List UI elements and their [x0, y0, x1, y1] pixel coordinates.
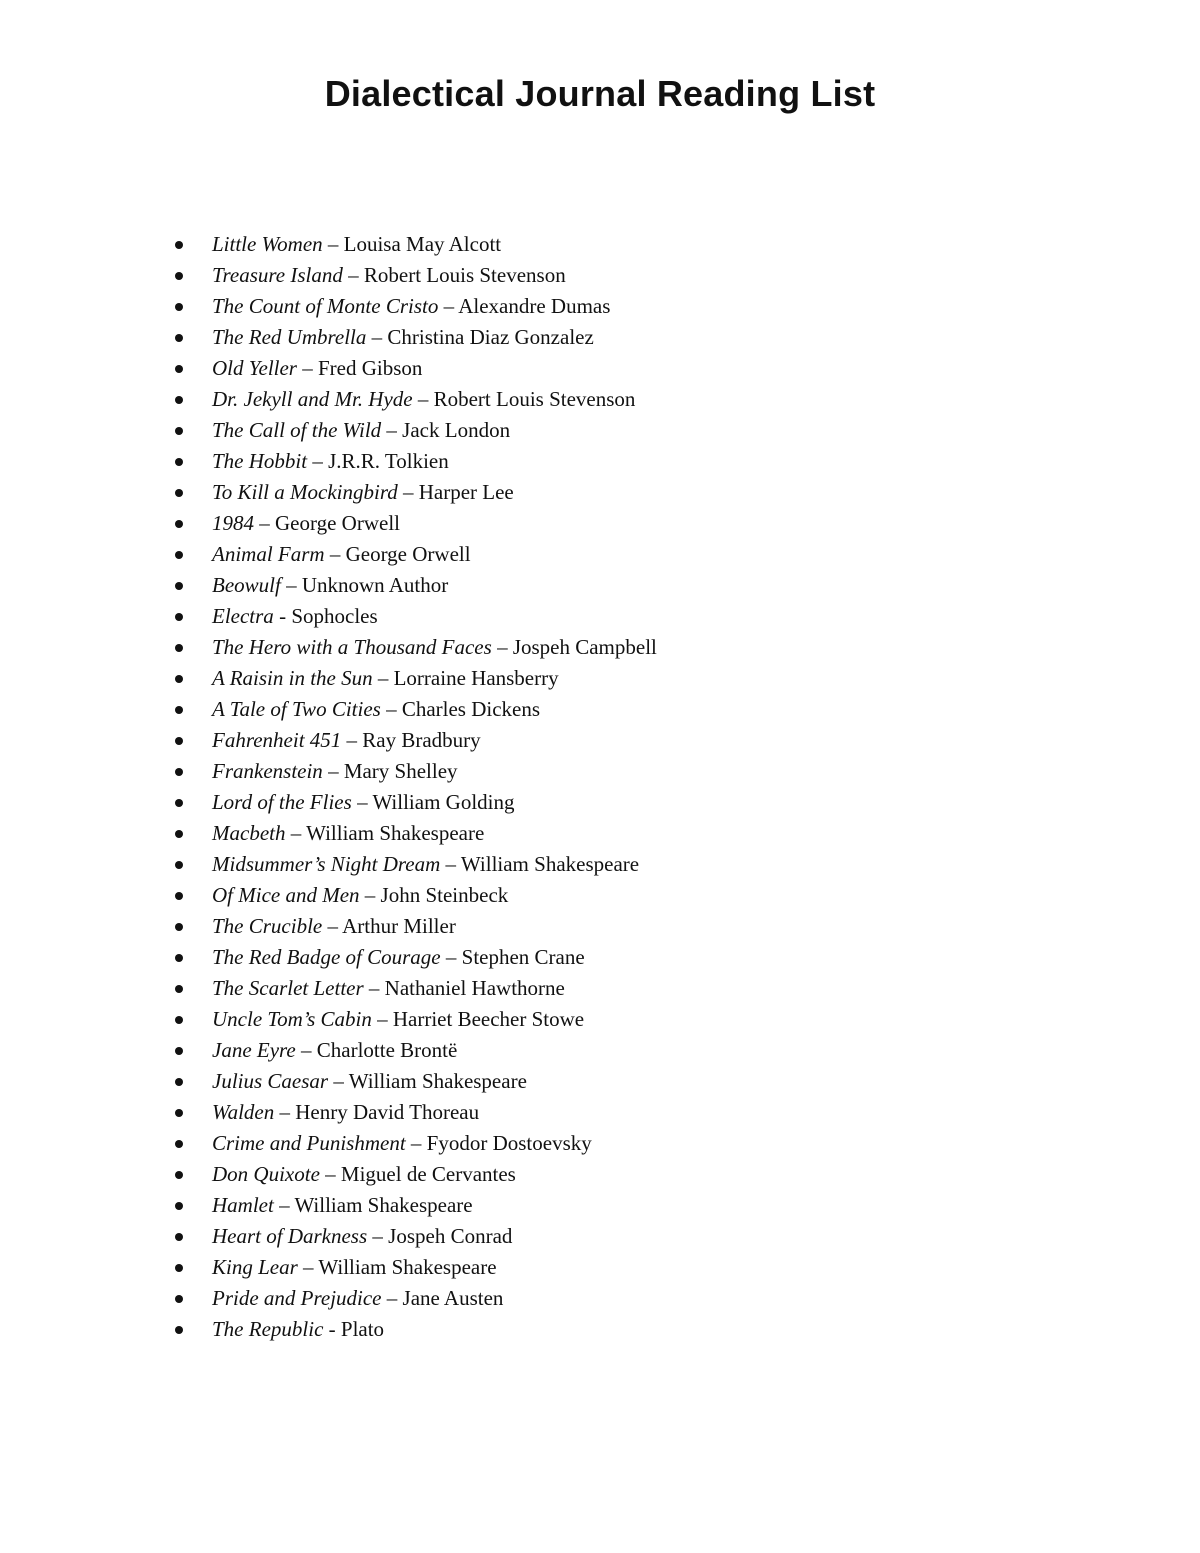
- bullet-icon: [175, 1326, 183, 1334]
- separator: –: [322, 759, 344, 783]
- separator: –: [372, 666, 394, 690]
- bullet-icon: [175, 458, 183, 466]
- bullet-icon: [175, 892, 183, 900]
- bullet-icon: [175, 396, 183, 404]
- list-item: [0, 973, 1200, 1004]
- list-item: [0, 1066, 1200, 1097]
- list-item: [0, 229, 1200, 260]
- list-item: [0, 1221, 1200, 1252]
- bullet-icon: [175, 799, 183, 807]
- book-author: Arthur Miller: [342, 914, 456, 938]
- list-item: [0, 1035, 1200, 1066]
- book-author: George Orwell: [345, 542, 471, 566]
- book-author: John Steinbeck: [380, 883, 509, 907]
- list-item: [0, 725, 1200, 756]
- book-author: Unknown Author: [301, 573, 449, 597]
- book-author: Alexandre Dumas: [458, 294, 611, 318]
- bullet-icon: [175, 1171, 183, 1179]
- book-title: Walden: [212, 1100, 275, 1124]
- bullet-icon: [175, 1140, 183, 1148]
- book-author: William Shakespeare: [348, 1069, 527, 1093]
- book-title: Heart of Darkness: [212, 1224, 368, 1248]
- list-item: [0, 880, 1200, 911]
- list-item: [0, 694, 1200, 725]
- list-item: [0, 632, 1200, 663]
- book-title: Of Mice and Men: [212, 883, 360, 907]
- book-entry: [212, 229, 501, 260]
- book-entry: [212, 260, 566, 291]
- book-entry: [212, 756, 458, 787]
- bullet-icon: [175, 582, 183, 590]
- book-entry: [212, 1035, 457, 1066]
- book-entry: [212, 539, 471, 570]
- list-item: [0, 570, 1200, 601]
- book-title: Pride and Prejudice: [212, 1286, 382, 1310]
- separator: –: [296, 356, 318, 380]
- book-title: The Scarlet Letter: [212, 976, 364, 1000]
- separator: –: [295, 1038, 317, 1062]
- book-entry: [212, 849, 639, 880]
- book-entry: [212, 477, 514, 508]
- bullet-icon: [175, 644, 183, 652]
- list-item: [0, 1283, 1200, 1314]
- list-item: [0, 1097, 1200, 1128]
- book-author: Miguel de Cervantes: [340, 1162, 516, 1186]
- separator: –: [322, 232, 344, 256]
- book-title: King Lear: [212, 1255, 298, 1279]
- book-entry: [212, 508, 400, 539]
- bullet-icon: [175, 985, 183, 993]
- book-author: Jane Austen: [402, 1286, 504, 1310]
- book-title: Beowulf: [212, 573, 281, 597]
- reading-list: [0, 229, 1200, 1345]
- separator: –: [324, 542, 346, 566]
- list-item: [0, 1252, 1200, 1283]
- book-entry: [212, 818, 484, 849]
- book-author: Lorraine Hansberry: [393, 666, 559, 690]
- list-item: [0, 415, 1200, 446]
- book-title: A Raisin in the Sun: [212, 666, 373, 690]
- separator: –: [491, 635, 513, 659]
- separator: –: [342, 263, 364, 287]
- book-author: Christina Diaz Gonzalez: [387, 325, 594, 349]
- book-title: The Red Badge of Courage: [212, 945, 441, 969]
- list-item: [0, 353, 1200, 384]
- bullet-icon: [175, 675, 183, 683]
- book-author: William Shakespeare: [318, 1255, 497, 1279]
- book-author: Robert Louis Stevenson: [363, 263, 566, 287]
- separator: –: [367, 1224, 389, 1248]
- book-title: Frankenstein: [212, 759, 323, 783]
- list-item: [0, 756, 1200, 787]
- list-item: [0, 508, 1200, 539]
- page-title: Dialectical Journal Reading List: [324, 73, 876, 114]
- book-author: William Shakespeare: [294, 1193, 473, 1217]
- list-item: [0, 477, 1200, 508]
- book-author: Nathaniel Hawthorne: [384, 976, 565, 1000]
- book-title: 1984: [212, 511, 254, 535]
- book-title: Electra: [212, 604, 274, 628]
- book-author: Harriet Beecher Stowe: [392, 1007, 585, 1031]
- bullet-icon: [175, 706, 183, 714]
- book-entry: [212, 973, 565, 1004]
- separator: –: [380, 697, 402, 721]
- book-title: Uncle Tom’s Cabin: [212, 1007, 372, 1031]
- book-entry: [212, 1128, 592, 1159]
- separator: –: [359, 883, 381, 907]
- separator: –: [319, 1162, 341, 1186]
- book-title: Old Yeller: [212, 356, 297, 380]
- book-title: The Count of Monte Cristo: [212, 294, 439, 318]
- book-author: Ray Bradbury: [362, 728, 481, 752]
- book-author: Louisa May Alcott: [343, 232, 502, 256]
- separator: –: [285, 821, 307, 845]
- book-title: To Kill a Mockingbird: [212, 480, 398, 504]
- separator: –: [440, 945, 462, 969]
- list-item: [0, 1314, 1200, 1345]
- list-item: [0, 911, 1200, 942]
- bullet-icon: [175, 1047, 183, 1055]
- bullet-icon: [175, 1295, 183, 1303]
- separator: –: [307, 449, 329, 473]
- book-entry: [212, 601, 378, 632]
- book-entry: [212, 446, 449, 477]
- bullet-icon: [175, 737, 183, 745]
- book-author: Jospeh Conrad: [388, 1224, 513, 1248]
- book-title: Macbeth: [212, 821, 286, 845]
- book-author: Stephen Crane: [461, 945, 585, 969]
- list-item: [0, 260, 1200, 291]
- book-author: Charlotte Brontë: [316, 1038, 458, 1062]
- book-title: Don Quixote: [212, 1162, 320, 1186]
- book-title: Animal Farm: [212, 542, 325, 566]
- book-entry: [212, 942, 585, 973]
- separator: –: [440, 852, 461, 876]
- book-entry: [212, 725, 481, 756]
- book-entry: [212, 1314, 384, 1345]
- book-author: Harper Lee: [418, 480, 514, 504]
- bullet-icon: [175, 241, 183, 249]
- book-entry: [212, 1283, 503, 1314]
- book-title: Julius Caesar: [212, 1069, 329, 1093]
- book-author: Jospeh Campbell: [512, 635, 657, 659]
- separator: –: [297, 1255, 319, 1279]
- bullet-icon: [175, 1016, 183, 1024]
- book-title: Crime and Punishment: [212, 1131, 406, 1155]
- bullet-icon: [175, 1109, 183, 1117]
- bullet-icon: [175, 954, 183, 962]
- list-item: [0, 384, 1200, 415]
- book-author: William Shakespeare: [460, 852, 640, 876]
- bullet-icon: [175, 272, 183, 280]
- book-title: The Hero with a Thousand Faces: [212, 635, 492, 659]
- book-entry: [212, 291, 610, 322]
- book-author: Robert Louis Stevenson: [433, 387, 636, 411]
- separator: –: [280, 573, 302, 597]
- separator: -: [273, 604, 292, 628]
- book-author: Henry David Thoreau: [295, 1100, 480, 1124]
- list-item: [0, 322, 1200, 353]
- list-item: [0, 601, 1200, 632]
- book-title: The Republic: [212, 1317, 324, 1341]
- book-author: George Orwell: [275, 511, 400, 535]
- separator: –: [397, 480, 419, 504]
- book-title: The Call of the Wild: [212, 418, 382, 442]
- bullet-icon: [175, 923, 183, 931]
- book-title: Lord of the Flies: [212, 790, 352, 814]
- bullet-icon: [175, 768, 183, 776]
- book-title: The Red Umbrella: [212, 325, 367, 349]
- list-item: [0, 787, 1200, 818]
- book-entry: [212, 570, 448, 601]
- bullet-icon: [175, 1202, 183, 1210]
- book-entry: [212, 1252, 497, 1283]
- separator: –: [438, 294, 459, 318]
- book-entry: [212, 1097, 479, 1128]
- book-entry: [212, 787, 515, 818]
- separator: –: [363, 976, 385, 1000]
- book-entry: [212, 1066, 527, 1097]
- bullet-icon: [175, 1233, 183, 1241]
- book-author: J.R.R. Tolkien: [328, 449, 449, 473]
- list-item: [0, 1004, 1200, 1035]
- book-entry: [212, 353, 422, 384]
- separator: –: [254, 511, 275, 535]
- book-entry: [212, 911, 456, 942]
- book-entry: [212, 1159, 516, 1190]
- book-entry: [212, 384, 635, 415]
- bullet-icon: [175, 1078, 183, 1086]
- separator: -: [323, 1317, 341, 1341]
- bullet-icon: [175, 489, 183, 497]
- book-title: The Crucible: [212, 914, 323, 938]
- separator: –: [273, 1193, 295, 1217]
- book-title: Jane Eyre: [212, 1038, 296, 1062]
- bullet-icon: [175, 861, 183, 869]
- bullet-icon: [175, 334, 183, 342]
- list-item: [0, 291, 1200, 322]
- separator: –: [412, 387, 434, 411]
- separator: –: [322, 914, 343, 938]
- book-title: Hamlet: [212, 1193, 274, 1217]
- book-entry: [212, 1190, 473, 1221]
- separator: –: [274, 1100, 296, 1124]
- separator: –: [341, 728, 363, 752]
- bullet-icon: [175, 551, 183, 559]
- list-item: [0, 539, 1200, 570]
- bullet-icon: [175, 830, 183, 838]
- book-entry: [212, 415, 510, 446]
- book-author: Jack London: [402, 418, 511, 442]
- book-entry: [212, 1004, 584, 1035]
- separator: –: [328, 1069, 349, 1093]
- book-author: Charles Dickens: [401, 697, 541, 721]
- separator: –: [371, 1007, 393, 1031]
- bullet-icon: [175, 613, 183, 621]
- book-author: Fred Gibson: [317, 356, 423, 380]
- list-item: [0, 1128, 1200, 1159]
- separator: –: [366, 325, 388, 349]
- list-item: [0, 1159, 1200, 1190]
- book-entry: [212, 880, 508, 911]
- book-entry: [212, 694, 540, 725]
- separator: –: [351, 790, 373, 814]
- bullet-icon: [175, 427, 183, 435]
- separator: –: [381, 1286, 403, 1310]
- separator: –: [381, 418, 403, 442]
- book-title: Treasure Island: [212, 263, 343, 287]
- list-item: [0, 663, 1200, 694]
- bullet-icon: [175, 303, 183, 311]
- bullet-icon: [175, 520, 183, 528]
- separator: –: [405, 1131, 427, 1155]
- list-item: [0, 942, 1200, 973]
- book-author: William Golding: [372, 790, 515, 814]
- book-author: Sophocles: [291, 604, 378, 628]
- list-item: [0, 446, 1200, 477]
- book-entry: [212, 663, 559, 694]
- book-title: The Hobbit: [212, 449, 308, 473]
- book-author: Fyodor Dostoevsky: [426, 1131, 592, 1155]
- book-entry: [212, 322, 594, 353]
- book-author: Mary Shelley: [343, 759, 458, 783]
- list-item: [0, 849, 1200, 880]
- list-item: [0, 818, 1200, 849]
- book-title: Fahrenheit 451: [212, 728, 342, 752]
- book-title: A Tale of Two Cities: [212, 697, 381, 721]
- book-author: Plato: [340, 1317, 385, 1341]
- book-title: Little Women: [212, 232, 323, 256]
- book-title: Midsummer’s Night Dream: [212, 852, 441, 876]
- list-item: [0, 1190, 1200, 1221]
- book-entry: [212, 632, 657, 663]
- book-author: William Shakespeare: [306, 821, 485, 845]
- book-title: Dr. Jekyll and Mr. Hyde: [212, 387, 413, 411]
- book-entry: [212, 1221, 512, 1252]
- bullet-icon: [175, 1264, 183, 1272]
- bullet-icon: [175, 365, 183, 373]
